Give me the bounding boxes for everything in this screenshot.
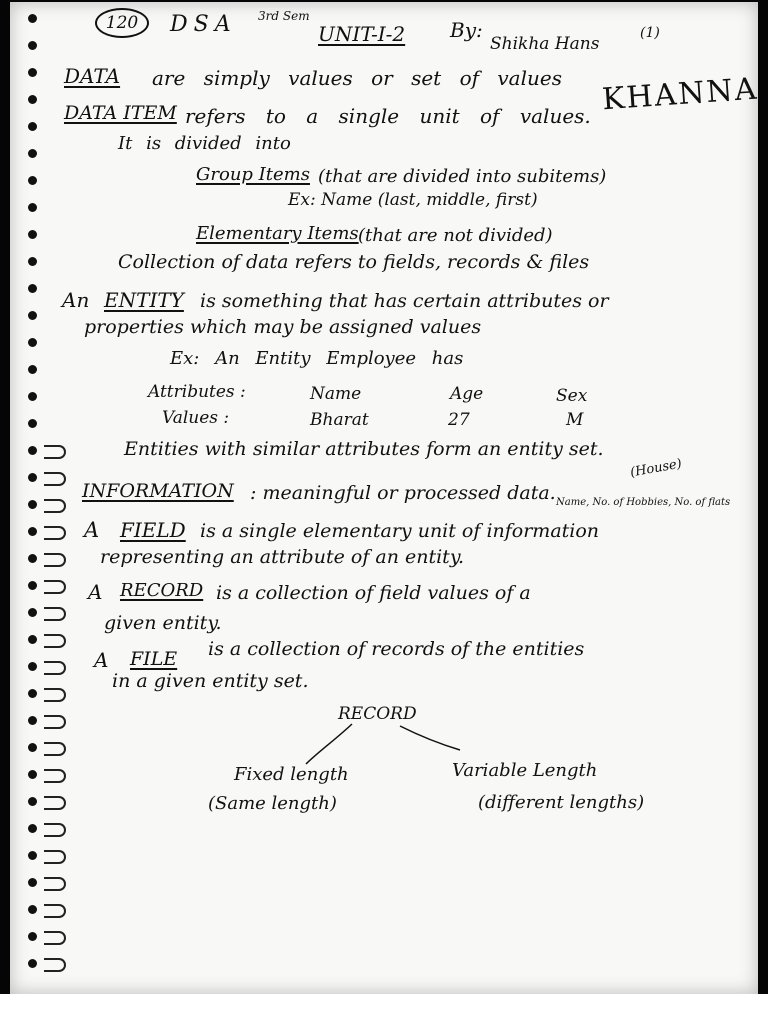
data-item-term: DATA ITEM (64, 102, 177, 124)
entity-example: Ex: An Entity Employee has (170, 348, 464, 369)
entity-definition-cont: properties which may be assigned values (84, 316, 482, 338)
information-side-note: Name, No. of Hobbies, No. of flats (556, 497, 731, 508)
tree-branch-right (400, 726, 460, 750)
elementary-items-definition: (that are not divided) (358, 225, 553, 246)
data-term: DATA (64, 64, 121, 88)
record-intro: A (88, 580, 103, 604)
value-age: 27 (448, 410, 470, 430)
information-definition: : meaningful or processed data. (250, 482, 556, 504)
entity-definition: is something that has certain attributes or (200, 290, 609, 312)
page-ref: (1) (640, 25, 660, 41)
scribble-text: KHANNA (600, 71, 760, 118)
data-item-definition: refers to a single unit of values. (185, 104, 591, 128)
page-number-badge: 120 (95, 8, 149, 38)
unit-title: UNIT-I-2 (318, 22, 406, 46)
subject-label: DSA (170, 12, 237, 37)
tree-right-label: Variable Length (452, 760, 598, 781)
tree-branch-left (306, 724, 352, 764)
collection-text: Collection of data refers to fields, records & files (118, 251, 590, 273)
record-definition: is a collection of field values of a (216, 582, 531, 604)
entity-intro: An (62, 288, 90, 312)
attr-sex: Sex (556, 386, 588, 406)
elementary-items-term: Elementary Items (196, 223, 359, 244)
record-definition-cont: given entity. (104, 612, 222, 634)
field-term: FIELD (120, 518, 186, 542)
value-name: Bharat (310, 410, 369, 430)
tree-right-note: (different lengths) (478, 792, 645, 813)
attributes-row-label: Attributes : (148, 382, 246, 402)
entity-set-note: (House) (629, 456, 683, 481)
attr-name: Name (310, 384, 362, 404)
group-items-definition: (that are divided into subitems) (318, 166, 607, 187)
entity-set-text: Entities with similar attributes form an entity set. (124, 438, 604, 460)
file-term: FILE (130, 648, 178, 670)
tree-left-note: (Same length) (208, 793, 337, 814)
semester-label: 3rd Sem (258, 9, 310, 23)
record-term: RECORD (120, 580, 204, 601)
information-term: INFORMATION (82, 480, 234, 502)
group-items-term: Group Items (196, 164, 310, 185)
field-intro: A (84, 518, 100, 542)
field-definition-cont: representing an attribute of an entity. (100, 546, 465, 568)
divided-into-text: It is divided into (118, 133, 291, 154)
author-name: Shikha Hans (490, 34, 600, 54)
data-definition: are simply values or set of values (152, 66, 562, 90)
group-items-example: Ex: Name (last, middle, first) (288, 190, 538, 210)
by-label: By: (450, 18, 483, 42)
value-sex: M (566, 410, 584, 430)
file-intro: A (94, 648, 109, 672)
tree-left-label: Fixed length (234, 764, 349, 785)
values-row-label: Values : (162, 408, 230, 428)
file-definition: is a collection of records of the entities (208, 638, 585, 660)
file-definition-cont: in a given entity set. (112, 670, 309, 692)
tree-root: RECORD (338, 704, 417, 724)
field-definition: is a single elementary unit of information (200, 520, 600, 542)
entity-term: ENTITY (104, 288, 184, 312)
attr-age: Age (450, 384, 484, 404)
